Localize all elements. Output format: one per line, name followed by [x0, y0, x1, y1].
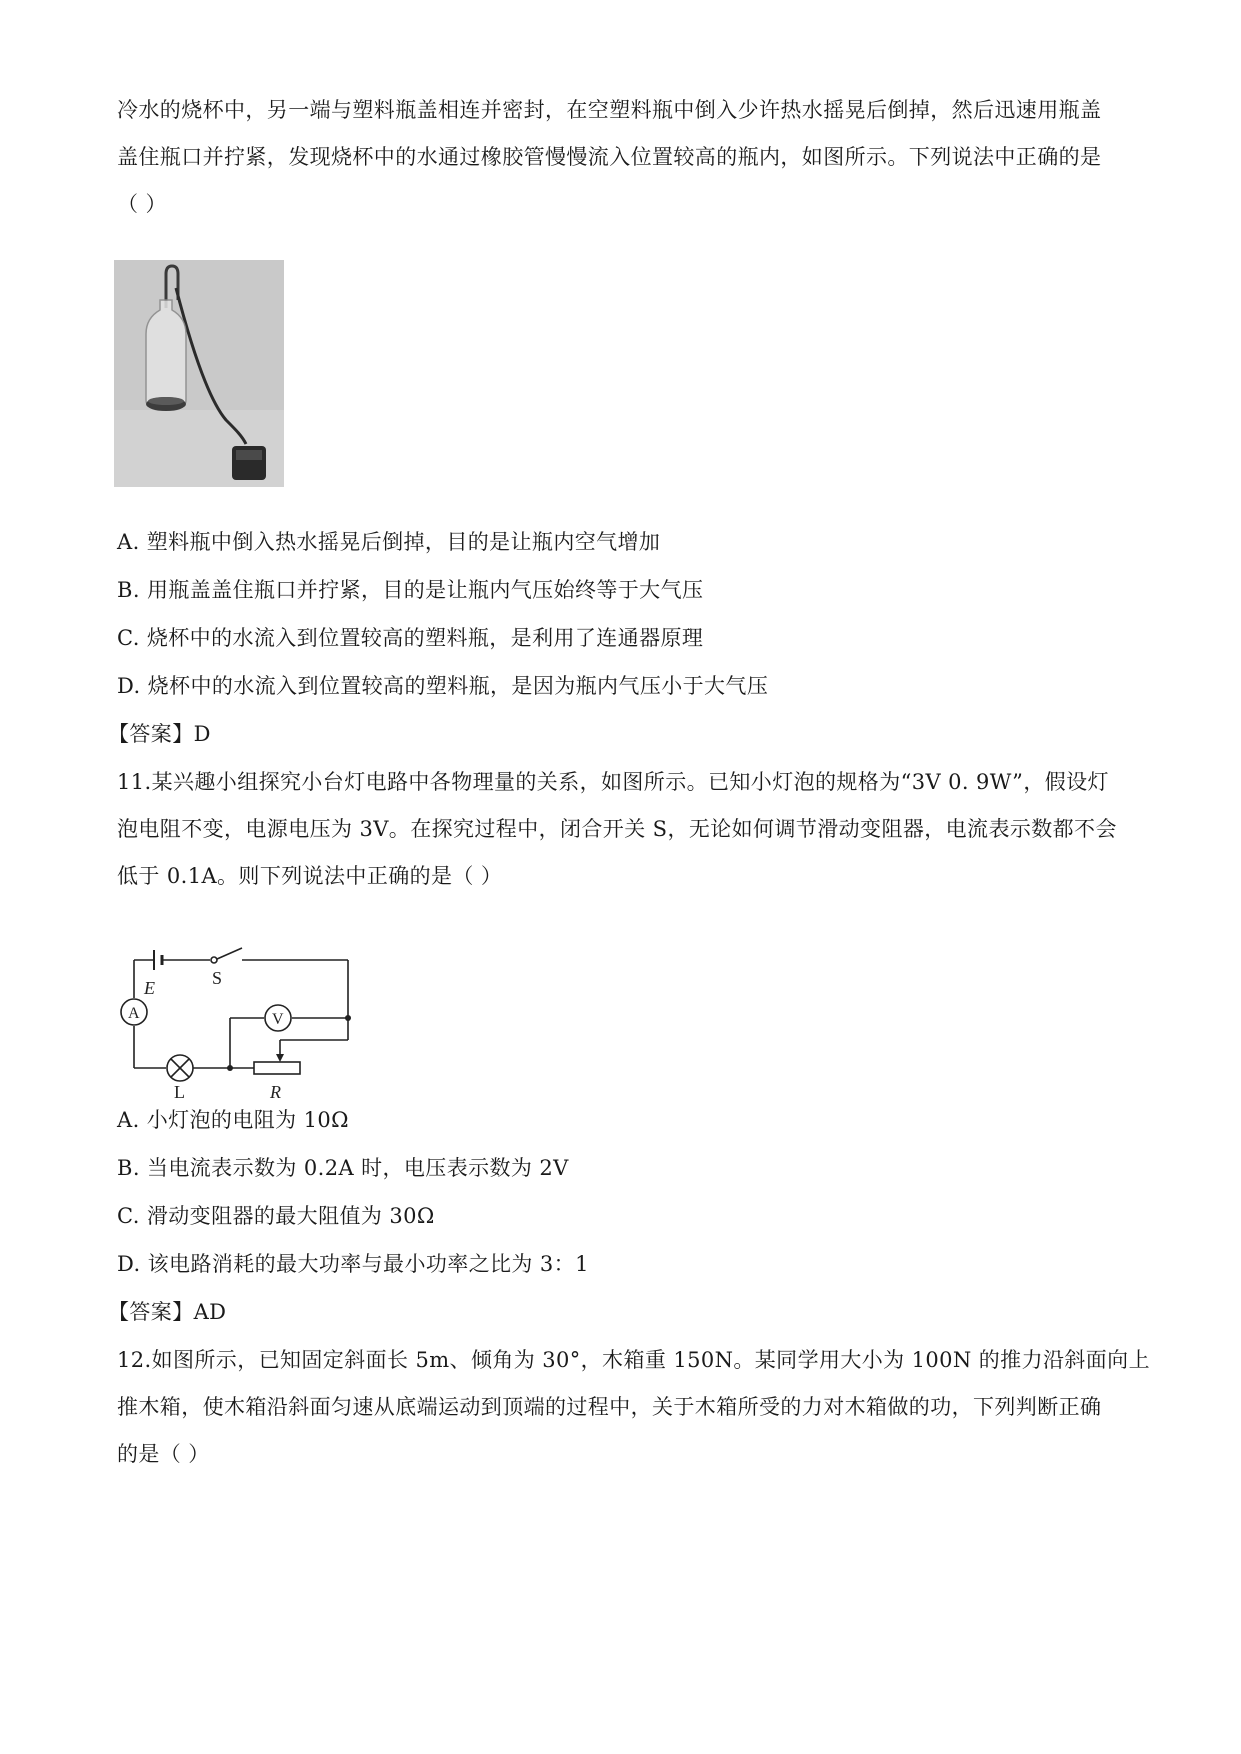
bottle-experiment-photo [114, 260, 284, 487]
q10-option-a: A. 塑料瓶中倒入热水摇晃后倒掉，目的是让瓶内空气增加 [117, 530, 661, 554]
rheostat-label: R [270, 1082, 281, 1102]
circuit-diagram [118, 942, 368, 1102]
q11-option-d: D. 该电路消耗的最大功率与最小功率之比为 3：1 [117, 1252, 589, 1276]
q10-option-b: B. 用瓶盖盖住瓶口并拧紧，目的是让瓶内气压始终等于大气压 [117, 578, 704, 602]
q12-stem-line-2: 推木箱，使木箱沿斜面匀速从底端运动到顶端的过程中，关于木箱所受的力对木箱做的功，下列判断正确 [117, 1395, 1102, 1419]
voltmeter-label: V [272, 1011, 284, 1028]
q10-stem-line-3: （ ） [117, 192, 167, 216]
q10-option-c: C. 烧杯中的水流入到位置较高的塑料瓶，是利用了连通器原理 [117, 626, 704, 650]
q11-answer: 【答案】AD [108, 1300, 227, 1324]
switch-label: S [212, 968, 223, 988]
q12-stem-line-1: 12.如图所示，已知固定斜面长 5m、倾角为 30°，木箱重 150N。某同学用大小为 100N 的推力沿斜面向上 [117, 1348, 1150, 1372]
q10-stem-line-2: 盖住瓶口并拧紧，发现烧杯中的水通过橡胶管慢慢流入位置较高的瓶内，如图所示。下列说法中正确的是 [117, 145, 1102, 169]
q10-option-d: D. 烧杯中的水流入到位置较高的塑料瓶，是因为瓶内气压小于大气压 [117, 674, 769, 698]
bottle-experiment-illustration [114, 260, 284, 487]
q12-stem-line-3: 的是（ ） [117, 1442, 210, 1466]
q11-option-a: A. 小灯泡的电阻为 10Ω [117, 1108, 349, 1132]
q11-stem-line-2: 泡电阻不变，电源电压为 3V。在探究过程中，闭合开关 S，无论如何调节滑动变阻器，电流表示数都不会 [117, 817, 1117, 841]
q10-stem-line-1: 冷水的烧杯中，另一端与塑料瓶盖相连并密封，在空塑料瓶中倒入少许热水摇晃后倒掉，然后迅速用瓶盖 [117, 98, 1102, 122]
q11-option-c: C. 滑动变阻器的最大阻值为 30Ω [117, 1204, 435, 1228]
battery-label: E [144, 978, 155, 998]
ammeter-label: A [128, 1005, 140, 1022]
q11-option-b: B. 当电流表示数为 0.2A 时，电压表示数为 2V [117, 1156, 569, 1180]
q10-answer: 【答案】D [108, 722, 211, 746]
q11-stem-line-1: 11.某兴趣小组探究小台灯电路中各物理量的关系，如图所示。已知小灯泡的规格为“3V 0. 9W”，假设灯 [117, 770, 1109, 794]
lamp-label: L [174, 1082, 185, 1102]
q11-stem-line-3: 低于 0.1A。则下列说法中正确的是（ ） [117, 864, 503, 888]
